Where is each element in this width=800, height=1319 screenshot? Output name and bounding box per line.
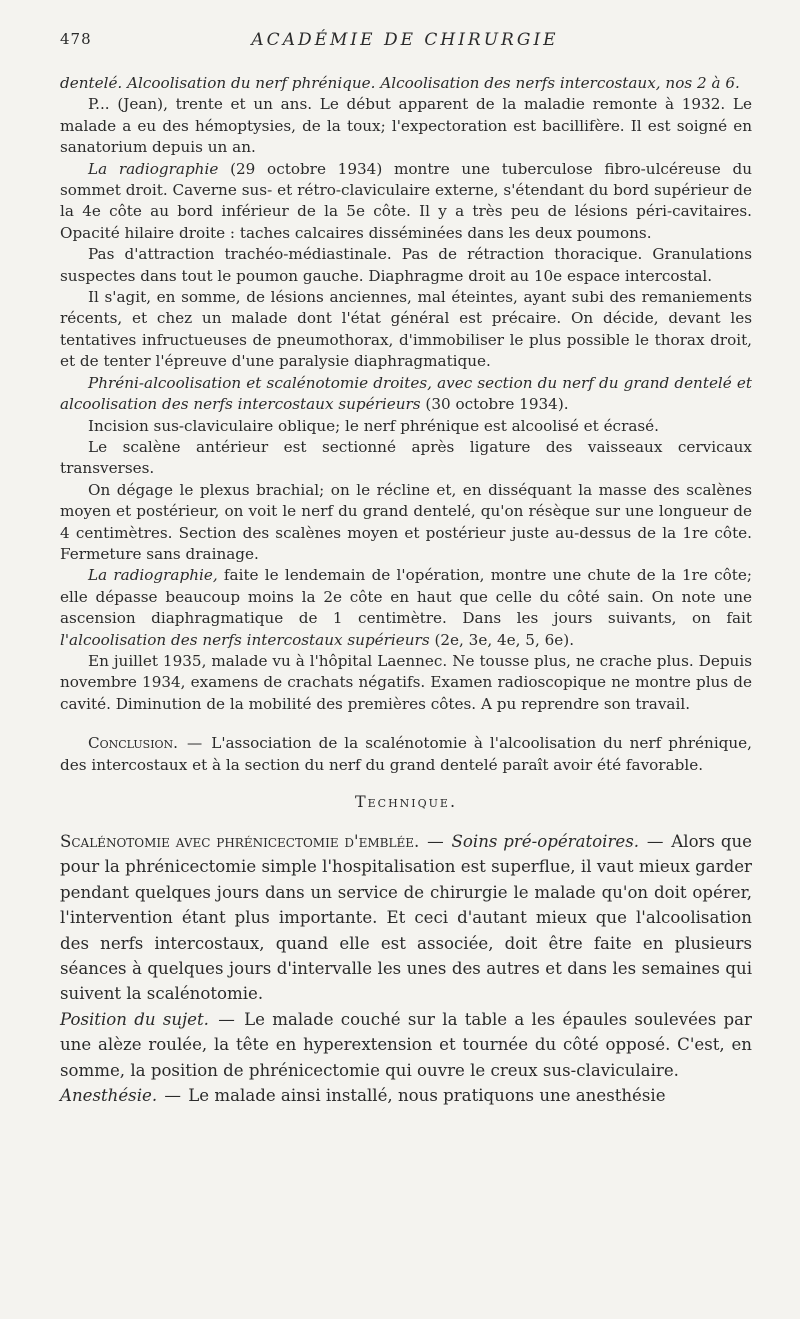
running-head: ACADÉMIE DE CHIRURGIE [251,30,559,50]
conclusion: Conclusion. — L'association de la scalénotomie à l'alcoolisation du nerf phrénique, des intercostaux et à la section du nerf du grand dentelé paraît avoir été favorable. [60,734,753,774]
paragraph: Scalénotomie avec phrénicectomie d'emblée. — Soins pré-opératoires. — Alors que pour la phrénicectomie simple l'hospitalisation est superflue, il vaut mieux garder pendant quelques jours dans un service de chirurgie le malade qu'on doit opérer, l'intervention étant plus importante. Et ceci d'autant mieux que l'alcoolisation des nerfs intercostaux, quand elle est associée, doit être faite en plusieurs séances à quelques jours d'intervalle les unes des autres et dans les semaines qui suivent la scalénotomie. [60,832,752,1004]
technique-section [60,829,752,1108]
inline-heading: La radiographie [88,159,219,178]
paragraph: En juillet 1935, malade vu à l'hôpital Laennec. Ne tousse plus, ne crache plus. Depuis novembre 1934, examens de crachats négatifs. Examen radioscopique ne montre plus de cavité. Diminution de la mobilité des premières côtes. A pu reprendre son travail. [60,651,752,713]
case-report [60,73,752,776]
paragraph: Incision sus-claviculaire oblique; le nerf phrénique est alcoolisé et écrasé. [88,416,659,435]
page-header [60,30,750,56]
subsection-label: Scalénotomie avec phrénicectomie d'emblée. [60,832,420,851]
inline-heading: Position du sujet. [60,1009,209,1029]
paragraph-text: (30 octobre 1934). [425,395,569,414]
paragraph-text: (2e, 3e, 4e, 5, 6e). [434,630,575,649]
paragraph: Il s'agit, en somme, de lésions anciennes, mal éteintes, ayant subi des remaniements récents, et chez un malade dont l'état général est précaire. On décide, devant les tentatives infructueuses de pneumothorax, d'immobiliser le plus possible le thorax droit, et de tenter l'épreuve d'une paralysie diaphragmatique. [60,288,752,371]
paragraph: Pas d'attraction trachéo-médiastinale. Pas de rétraction thoracique. Granulations suspectes dans tout le poumon gauche. Diaphragme droit au 10e espace intercostal. [60,245,752,285]
paragraph-text: Alors que pour la phrénicectomie simple l'hospitalisation est superflue, il vaut mieux garder pendant quelques jours dans un service de chirurgie le malade qu'on doit opérer, l'intervention étant plus importante. Et ceci d'autant mieux que l'alcoolisation des nerfs intercostaux, quand elle est associée, doit être faite en plusieurs séances à quelques jours d'intervalle les unes des autres et dans les semaines qui suivent la scalénotomie. [60,832,752,1004]
paragraph-text: Le malade couché sur la table a les épaules soulevées par une alèze roulée, la tête en hyperextension et tournée du côté opposé. C'est, en somme, la position de phrénicectomie qui ouvre le creux sus-claviculaire. [60,1009,752,1080]
paragraph: P... (Jean), trente et un ans. Le début apparent de la maladie remonte à 1932. Le malade a eu des hémoptysies, de la toux; l'expectoration est bacillifère. Il est soigné en sanatorium depuis un an. [60,95,752,157]
operation-title: Phréni-alcoolisation et scalénotomie droites, avec section du nerf du grand dentelé et alcoolisation des nerfs intercostaux supérieurs [60,373,752,414]
inline-heading: La radiographie, [88,566,218,585]
inline-italic: l'alcoolisation des nerfs intercostaux supérieurs [60,630,430,649]
paragraph: Le scalène antérieur est sectionné après ligature des vaisseaux cervicaux transverses. [60,437,752,478]
paragraph: On dégage le plexus brachial; on le récline et, en disséquant la masse des scalènes moyen et postérieur, on voit le nerf du grand dentelé, qu'on résèque sur une longueur de 4 centimètres. Section des scalènes moyen et postérieur juste au-dessus de la 1re côte. Fermeture sans drainage. [60,480,752,563]
conclusion-text: L'association de la scalénotomie à l'alcoolisation du nerf phrénique, des intercostaux et à la section du nerf du grand dentelé paraît avoir été favorable. [60,734,753,774]
paragraph [60,159,752,245]
paragraph: Position du sujet. — Le malade couché sur la table a les épaules soulevées par une alèze roulée, la tête en hyperextension et tournée du côté opposé. C'est, en somme, la position de phrénicectomie qui ouvre le creux sus-claviculaire. [60,1009,752,1080]
inline-heading: Anesthésie. [60,1086,158,1106]
conclusion-label: Conclusion. [88,734,179,753]
paragraph-text: Le malade ainsi installé, nous pratiquons une anesthésie [188,1086,666,1106]
inline-heading: Soins pré-opératoires. [451,832,639,851]
paragraph-text: faite le lendemain de l'opération, montre une chute de la 1re côte; elle dépasse beaucoup moins la 2e côte en haut que celle du côté sain. On note une ascension diaphragmatique de 1 centimètre. Dans les jours suivants, on fait [60,566,753,628]
section-title: Technique. [354,792,458,811]
article-body [60,73,752,1108]
paragraph: Anesthésie. — Le malade ainsi installé, nous pratiquons une anesthésie [60,1086,666,1106]
case-title-continuation: dentelé. Alcoolisation du nerf phrénique. Alcoolisation des nerfs intercostaux, nos 2 à 6. [60,74,740,92]
paragraph [60,73,752,94]
paragraph [60,565,752,651]
paragraph [60,373,752,416]
paragraph-text: (29 octobre 1934) montre une tuberculose fibro-ulcéreuse du sommet droit. Caverne sus- et rétro-claviculaire externe, s'étendant du bord supérieur de la 4e côte au bord inférieur de la 5e côte. Il y a très peu de lésions péri-cavitaires. Opacité hilaire droite : taches calcaires disséminées dans les deux poumons. [60,159,752,242]
page-number: 478 [60,30,92,48]
